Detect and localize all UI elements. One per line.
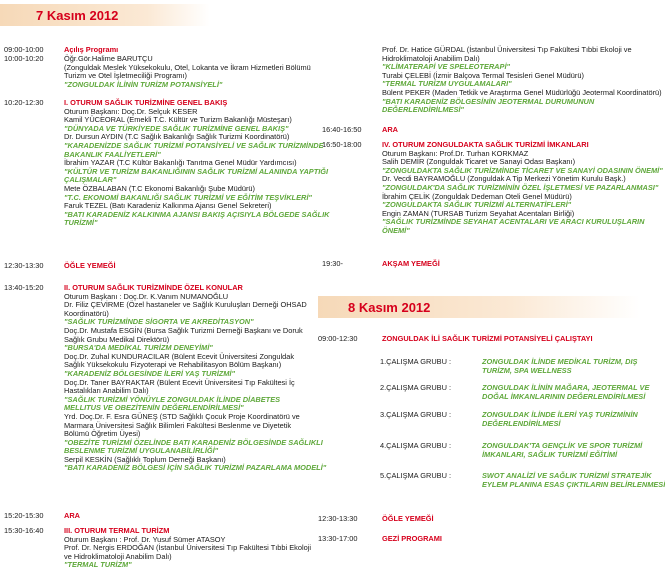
talk-title: "SAĞLIK TURİZMİ YÖNÜYLE ZONGULDAK İLİNDE DİABETES [64,394,281,404]
talk-title: "ZONGULDAK İLİNİN TURİZM POTANSİYELİ" [64,79,223,89]
talk-title: "BURSA'DA MEDİKAL TURİZM DENEYİMİ" [64,343,213,353]
entry-time: 19:30- [322,259,343,268]
day2-opening-time: 09:00-12:30 [318,334,358,343]
talk-title: "KÜLTÜR VE TURİZM BAKANLIĞININ SAĞLIK TURİZMİ ALANINDA YAPTIĞI [64,166,329,176]
talk-title: "SAĞLIK TURİZMİNDE SEYAHAT ACENTALARI VE ARACI KURULUŞLARIN [382,217,645,227]
entry-line: Prof. Dr. Nergis ERDOĞAN (İstanbul Üniversitesi Tıp Fakültesi Tıbbi Ekoloji [64,543,311,553]
entry-time: 10:20-12:30 [4,98,44,107]
working-group-topic-line: ZONGULDAK İLİNDE MEDİKAL TURİZM, DIŞ [482,357,638,366]
working-group-topic-line: DEĞERLENDİRİLMESİ [482,418,561,428]
day2-banner [318,296,640,318]
working-group [380,383,650,406]
session-title: III. OTURUM TERMAL TURİZM [64,526,170,535]
talk-title: DEĞERLENDİRİLMESİ" [382,105,464,115]
entry-line: İbrahim ÇELİK (Zonguldak Dedeman Oteli Genel Müdürü) [382,191,572,201]
schedule-entry [322,126,632,137]
entry-line: Sağlık Yüksekokulu Fizyoterapi ve Rehabilitasyon Bölüm Başkanı) [64,360,282,370]
schedule-entry [4,512,314,523]
entry-line: Sağlık Grubu Medikal Direktörü) [64,334,170,344]
entry-line: Engin ZAMAN (TURSAB Turizm Seyahat Acentaları Birliği) [382,208,575,218]
schedule-entry [4,55,314,91]
session-title: IV. OTURUM ZONGULDAKTA SAĞLIK TURİZMİ İMKANLARI [382,140,589,149]
entry-body [64,527,316,570]
working-group-topic-line: EYLEM PLANINA ESAS ÇIKTILARIN BELİRLENMESİ [482,479,665,489]
session-title: II. OTURUM SAĞLIK TURİZMİNDE ÖZEL KONULAR [64,283,243,292]
session-title: AKŞAM YEMEĞİ [382,259,440,268]
entry-line: Faruk TEZEL (Batı Karadeniz Kalkınma Ajansı Genel Sekreteri) [64,201,272,211]
entry-line: Dr. Filiz ÇEVİRME (Özel hastaneler ve Sağlık Kuruluşları Derneği OHSAD [64,300,307,310]
entry-body [64,512,316,521]
entry-line: Mete ÖZBALABAN (T.C Ekonomi Bakanlığı Şube Müdürü) [64,183,256,193]
working-group-topic-line: ZONGULDAK İLİNİN MAĞARA, JEOTERMAL VE [482,383,650,392]
talk-title: "TERMAL TURİZM" [64,560,132,570]
schedule-entry [4,262,314,273]
talk-title: "KARADENİZ BÖLGESİNDE İLERİ YAŞ TURİZMİ" [64,368,235,378]
entry-body [64,98,330,228]
entry-line: Doç.Dr. Zuhal KUNDURACILAR (Bülent Ecevit Üniversitesi Zonguldak [64,351,295,361]
entry-body [382,126,634,135]
entry-time: 15:30-16:40 [4,526,44,535]
working-group-label: 3.ÇALIŞMA GRUBU : [380,410,452,419]
day1-title: 7 Kasım 2012 [36,7,119,23]
talk-title: "BATI KARADENİZ BÖLGESİNİN JEOTERMAL DURUMUNUN [382,96,595,106]
day2-opening-title: ZONGULDAK İLİ SAĞLIK TURİZMİ POTANSİYELİ ÇALIŞTAYI [382,334,593,343]
schedule-entry [4,98,330,230]
session-title: I. OTURUM SAĞLIK TURİZMİNE GENEL BAKIŞ [64,98,228,107]
entry-line: Hastalıkları Anabilim Dalı) [64,386,149,396]
working-group-topic-line: ZONGULDAK İLİNDE İLERİ YAŞ TURİZMİNİN [482,410,638,419]
talk-title: "ZONGULDAK'DA SAĞLIK TURİZMİNİN ÖZEL İŞLETMESİ VE PAZARLANMASI" [382,182,659,192]
entry-line: Dr. Vecdi BAYRAMOĞLU (Zonguldak A Tip Merkezi Yönetim Kurulu Başk.) [382,174,626,184]
entry-line: Serpil KESKİN (Sağlıklı Toplum Derneği Başkanı) [64,454,226,464]
talk-title: "KLİMATERAPİ VE SPELEOTERAPİ" [382,62,511,72]
day1-banner [0,4,210,26]
talk-title: BESLENME TURİZMİ UYGULANABİLİRLİĞİ" [64,446,219,456]
working-group [380,411,638,433]
schedule-entry [322,260,632,271]
talk-title: ÖNEMİ" [382,225,410,235]
working-group-topic [482,358,637,375]
schedule-entry [322,140,663,238]
talk-title: ÇALIŞMALAR" [64,175,117,185]
talk-title: "BATI KARADENİZ KALKINMA AJANSI BAKIŞ AÇISIYLA BÖLGEDE SAĞLIK [64,209,330,219]
entry-line: Oturum Başkanı: Doç.Dr. Selçuk KESER [64,106,198,116]
schedule-entry [4,283,327,475]
talk-title: "SAĞLIK TURİZMİNDE SİGORTA VE AKREDİTASYON" [64,317,254,327]
entry-line: Doç.Dr. Mustafa ESGİN (Bursa Sağlık Turizmi Derneği Başkanı ve Doruk [64,325,303,335]
entry-line: Oturum Başkanı : Doç.Dr. K.Vanım NUMANOĞLU [64,291,229,301]
entry-body [64,283,327,473]
talk-title: MELLITUS VE OBEZİTENİN DEĞERLENDİRİLMESİ" [64,403,244,413]
working-group-label: 1.ÇALIŞMA GRUBU : [380,357,452,366]
talk-title: "KARADENİZDE SAĞLIK TURİZMİ POTANSİYELİ VE SAĞLIK TURİZMİNDE [64,140,324,150]
entry-line: Marmara Üniversitesi Sağlık Bilimleri Fakültesi Beslenme ve Diyetetik [64,420,292,430]
day2-trip-time: 13:30-17:00 [318,534,358,543]
session-title: ÖĞLE YEMEĞİ [64,261,116,270]
entry-line: Öğr.Gör.Halime BARUTÇU [64,54,153,63]
talk-title: TURİZMİ" [64,218,98,228]
entry-line: Turabi ÇELEBİ (İzmir Balçova Termal Tesisleri Genel Müdürü) [382,70,584,80]
working-group-topic [482,472,665,489]
entry-line: Salih DEMİR (Zonguldak Ticaret ve Sanayi Odası Başkanı) [382,157,576,167]
entry-line: Doç.Dr. Taner BAYRAKTAR (Bülent Ecevit Üniversitesi Tıp Fakültesi İç [64,377,295,387]
entry-line: Bülent PEKER (Maden Tetkik ve Araştırma Genel Müdürlüğü Jeotermal Koordinatörü) [382,87,662,97]
entry-time: 13:40-15:20 [4,283,44,292]
working-group-label: 5.ÇALIŞMA GRUBU : [380,471,452,480]
working-group-topic [482,384,649,401]
working-group-label: 4.ÇALIŞMA GRUBU : [380,441,452,450]
entry-line: Oturum Başkanı: Prof.Dr. Turhan KORKMAZ [382,148,529,158]
day2-lunch-time: 12:30-13:30 [318,514,358,523]
entry-line: ve Hidroklimatoloji Anabilim Dalı) [64,551,172,561]
working-group-topic-line: DOĞAL İMKANLARININ DEĞERLENDİRİLMESİ [482,391,646,401]
entry-line: (Zonguldak Meslek Yüksekokulu, Otel, Lokanta ve İkram Hizmetleri Bölümü [64,62,311,72]
entry-line: Koordinatörü) [64,308,109,318]
schedule-entry [4,527,314,572]
entry-line: Oturum Başkanı : Prof. Dr. Yusuf Sümer ATASOY [64,534,226,544]
talk-title: "DÜNYADA VE TÜRKİYEDE SAĞLIK TURİZMİNE GENEL BAKIŞ" [64,123,289,133]
entry-body [382,260,634,269]
entry-line: Turizm ve Otel İşletmeciliği Programı) [64,71,187,81]
entry-body [64,262,316,271]
entry-line: Prof. Dr. Hatice GÜRDAL (İstanbul Üniversitesi Tıp Fakültesi Tıbbi Ekoloji ve [382,45,632,54]
talk-title: BAKANLIK FAALİYETLERİ" [64,149,161,159]
session-title: Açılış Programı [64,45,119,54]
working-group [380,471,665,494]
day2-lunch-label: ÖĞLE YEMEĞİ [382,514,434,523]
working-group [380,358,638,380]
session-title: ARA [64,511,81,520]
entry-line: Dr. Dursun AYDIN (T.C Sağlık Bakanlığı Sağlık Turizmi Koordinatörü) [64,132,290,142]
talk-title: "ZONGULDAKTA SAĞLIK TURİZMİNDE TİCARET VE SANAYİ ODASININ ÖNEMİ" [382,165,663,175]
entry-time: 09:00-10:00 [4,45,44,54]
entry-time: 10:00-10:20 [4,54,44,63]
working-group-topic [482,411,638,428]
entry-time: 12:30-13:30 [4,261,44,270]
working-group-topic-line: SWOT ANALİZİ VE SAĞLIK TURİZMİ STRATEJİK [482,471,652,480]
working-group-topic [482,442,642,459]
working-group [380,441,643,464]
entry-line: Kamil YÜCEORAL (Emekli T.C. Kültür ve Turizm Bakanlığı Müsteşarı) [64,115,292,125]
working-group-label: 2.ÇALIŞMA GRUBU : [380,383,452,392]
entry-time: 16:50-18:00 [322,140,362,149]
talk-title: "ZONGULDAKTA SAĞLIK TURİZMİ ALTERNATİFLERİ" [382,200,572,210]
talk-title: "OBEZİTE TURİZMİ ÖZELİNDE BATI KARADENİZ BÖLGESİNDE SAĞLIKLI [64,437,323,447]
entry-line: İbrahim YAZAR (T.C Kültür Bakanlığı Tanıtma Genel Müdür Yardımcısı) [64,158,297,168]
entry-time: 15:20-15:30 [4,511,44,520]
day2-trip-label: GEZİ PROGRAMI [382,534,442,543]
entry-line: Hidroklimatoloji Anabilim Dalı) [382,53,480,63]
working-group-topic-line: ZONGULDAK'TA GENÇLİK VE SPOR TURİZMİ [482,441,643,450]
entry-body [382,45,662,115]
day2-title: 8 Kasım 2012 [348,299,431,315]
working-group-topic-line: İMKANLARI, SAĞLIK TURİZMİ EĞİTİMİ [482,449,618,459]
entry-time: 16:40-16:50 [322,125,362,134]
working-group-topic-line: TURİZM, SPA WELLNESS [482,365,572,375]
talk-title: "BATI KARADENİZ BÖLGESİ İÇİN SAĞLIK TURİZMİ PAZARLAMA MODELİ" [64,463,327,473]
entry-line: Bölümü Öğretim Üyesi) [64,429,141,439]
entry-line: Yrd. Doç.Dr. F. Esra GÜNEŞ (STD Sağlıklı Çocuk Proje Koordinatörü ve [64,411,300,421]
entry-body [64,55,316,89]
talk-title: "TERMAL TURİZM UYGULAMALARI" [382,79,512,89]
entry-body [382,140,663,236]
talk-title: "T.C. EKONOMİ BAKANLIĞI SAĞLIK TURİZMİ VE EĞİTİM TEŞVİKLERİ" [64,192,312,202]
schedule-entry [322,45,662,117]
session-title: ARA [382,125,399,134]
